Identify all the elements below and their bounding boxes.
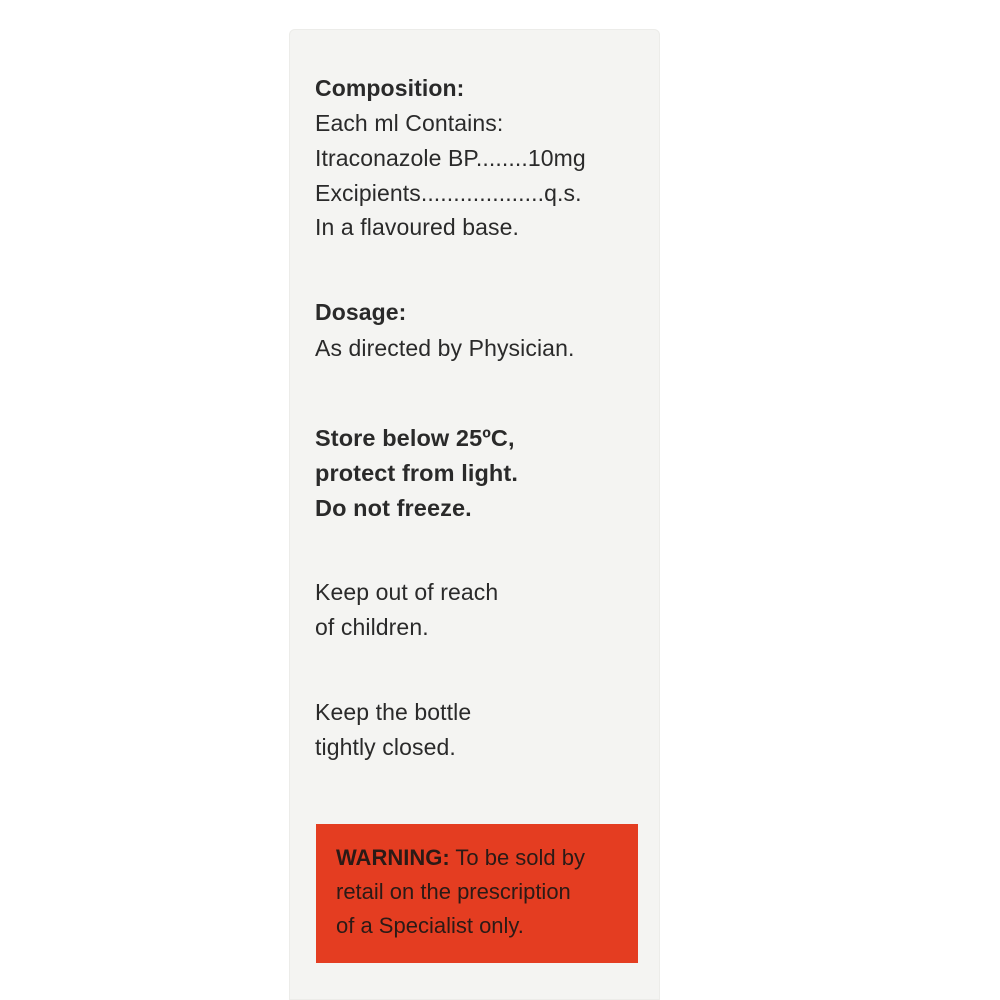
composition-line: Excipients...................q.s.	[315, 180, 582, 206]
warning-text	[336, 841, 585, 943]
warning-line: To be sold by	[449, 845, 586, 870]
bottle-note-line: tightly closed.	[315, 734, 456, 760]
storage-line: Store below 25ºC,	[315, 425, 515, 451]
bottle-note-line: Keep the bottle	[315, 699, 472, 725]
children-warning-line: Keep out of reach	[315, 579, 499, 605]
warning-box	[316, 824, 638, 963]
children-warning-line: of children.	[315, 614, 429, 640]
storage-line: Do not freeze.	[315, 495, 472, 521]
composition-heading: Composition:	[315, 75, 465, 101]
storage-line: protect from light.	[315, 460, 518, 486]
warning-line: retail on the prescription	[336, 879, 571, 904]
composition-line: Each ml Contains:	[315, 110, 504, 136]
warning-label: WARNING:	[336, 845, 450, 870]
warning-first-line	[336, 841, 585, 875]
dosage-text: As directed by Physician.	[315, 335, 575, 361]
composition-line: In a flavoured base.	[315, 214, 520, 240]
composition-line: Itraconazole BP........10mg	[315, 145, 586, 171]
warning-line: of a Specialist only.	[336, 913, 524, 938]
dosage-heading: Dosage:	[315, 299, 407, 325]
